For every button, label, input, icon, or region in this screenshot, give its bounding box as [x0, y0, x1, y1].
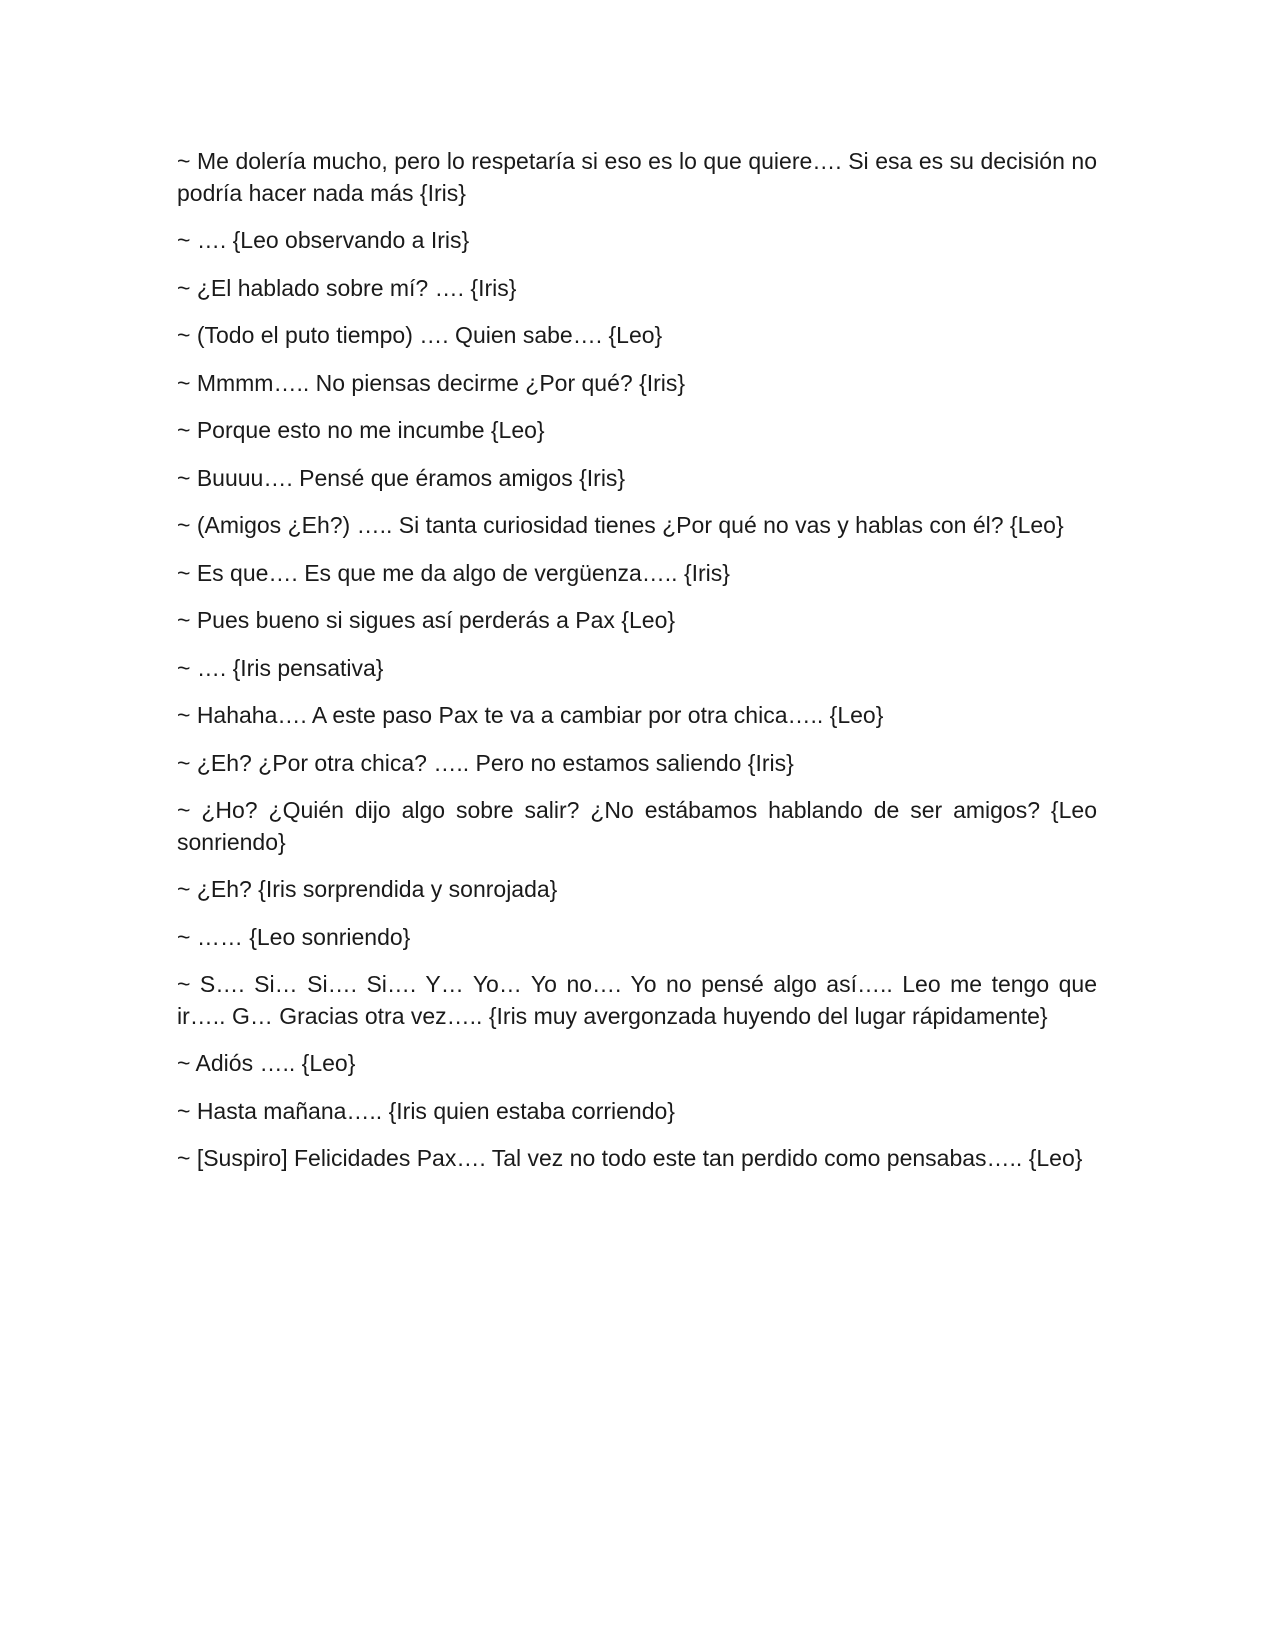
dialogue-line: ~ Me dolería mucho, pero lo respetaría si eso es lo que quiere…. Si esa es su decisión no podría hacer nada más {Iris}: [177, 148, 1097, 206]
dialogue-line: ~ Adiós ….. {Leo}: [177, 1050, 356, 1076]
dialogue-line: ~ Pues bueno si sigues así perderás a Pax {Leo}: [177, 607, 676, 633]
dialogue-line: ~ ¿Eh? {Iris sorprendida y sonrojada}: [177, 876, 558, 902]
dialogue-line: ~ (Todo el puto tiempo) …. Quien sabe…. {Leo}: [177, 322, 663, 348]
dialogue-line: ~ Buuuu…. Pensé que éramos amigos {Iris}: [177, 464, 626, 491]
dialogue-line: ~ …… {Leo sonriendo}: [177, 923, 411, 950]
dialogue-line: ~ ¿Ho? ¿Quién dijo algo sobre salir? ¿No estábamos hablando de ser amigos? {Leo sonriendo}: [177, 797, 1097, 855]
dialogue-line: ~ …. {Leo observando a Iris}: [177, 227, 470, 253]
dialogue-line: ~ [Suspiro] Felicidades Pax…. Tal vez no todo este tan perdido como pensabas….. {Leo}: [177, 1145, 1083, 1171]
dialogue-line: ~ Porque esto no me incumbe {Leo}: [177, 417, 545, 443]
dialogue-line: ~ ¿El hablado sobre mí? …. {Iris}: [177, 274, 517, 301]
dialogue-line: ~ Hahaha…. A este paso Pax te va a cambiar por otra chica….. {Leo}: [177, 702, 884, 728]
document-body: [177, 146, 1097, 1191]
dialogue-line: ~ ¿Eh? ¿Por otra chica? ….. Pero no estamos saliendo {Iris}: [177, 749, 794, 776]
dialogue-line: ~ Mmmm….. No piensas decirme ¿Por qué? {Iris}: [177, 369, 686, 396]
dialogue-line: ~ …. {Iris pensativa}: [177, 654, 384, 681]
dialogue-line: ~ Es que…. Es que me da algo de vergüenza….. {Iris}: [177, 559, 730, 586]
dialogue-line: ~ Hasta mañana….. {Iris quien estaba corriendo}: [177, 1097, 675, 1124]
dialogue-line: ~ S…. Si… Si…. Si…. Y… Yo… Yo no…. Yo no pensé algo así….. Leo me tengo que ir….. G… Gracias otra vez….. {Iris muy avergonzada huyendo del lugar rápidamente}: [177, 971, 1097, 1029]
dialogue-line: ~ (Amigos ¿Eh?) ….. Si tanta curiosidad tienes ¿Por qué no vas y hablas con él? {Leo}: [177, 512, 1064, 538]
